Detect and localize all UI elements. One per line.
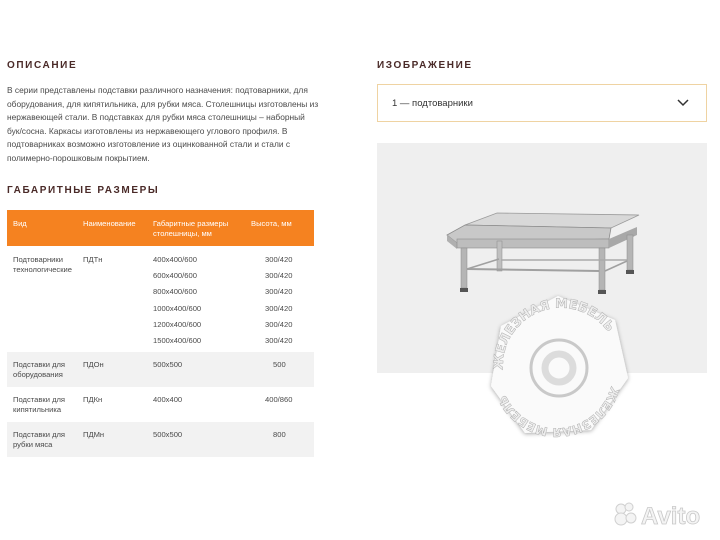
row-kind: Подставки для оборудования: [13, 360, 66, 379]
table-row: [7, 352, 314, 387]
row-height: 300/420: [265, 304, 293, 313]
avito-watermark: [612, 500, 712, 537]
row-kind: Подставки для кипятильника: [13, 395, 66, 414]
row-kind: Подставки для рубки мяса: [13, 430, 66, 449]
row-size: 400x400/600: [153, 255, 197, 264]
row-size: 800x400/600: [153, 287, 197, 296]
avito-logo-icon: [612, 500, 712, 532]
row-height: 300/420: [265, 271, 293, 280]
row-height: 300/420: [265, 255, 293, 264]
row-size: 1500x400/600: [153, 336, 202, 345]
row-name: ПДОн: [83, 360, 104, 369]
dimensions-title: ГАБАРИТНЫЕ РАЗМЕРЫ: [7, 185, 160, 196]
row-name: ПДКн: [83, 395, 103, 404]
svg-text:ЖЕЛЕЗНАЯ МЕБЕЛЬ: ЖЕЛЕЗНАЯ МЕБЕЛЬ: [491, 296, 618, 371]
row-size: 1200x400/600: [153, 320, 202, 329]
avito-brand-text: Avito: [641, 503, 701, 530]
row-height: 300/420: [265, 336, 293, 345]
svg-text:ЖЕЛЕЗНАЯ МЕБЕЛЬ: ЖЕЛЕЗНАЯ МЕБЕЛЬ: [495, 385, 622, 440]
row-height: 500: [273, 360, 286, 369]
row-height: 800: [273, 430, 286, 439]
header-height: Высота, мм: [251, 219, 292, 228]
table-header: [7, 210, 314, 246]
row-size: 500x500: [153, 430, 183, 439]
row-size: 1000x400/600: [153, 304, 202, 313]
table-row: [7, 422, 314, 457]
image-select[interactable]: [377, 84, 707, 122]
header-sizes: Габаритные размеры столешницы, мм: [153, 219, 229, 238]
chevron-down-icon: [677, 99, 689, 107]
dimensions-table: [7, 210, 314, 457]
row-height: 400/860: [265, 395, 293, 404]
header-name: Наименование: [83, 219, 136, 228]
table-row: [7, 246, 314, 352]
row-height: 300/420: [265, 320, 293, 329]
row-kind: Подтоварники технологические: [13, 255, 73, 274]
table-row: [7, 387, 314, 422]
row-size: 400x400: [153, 395, 183, 404]
row-size: 500x500: [153, 360, 183, 369]
image-title: ИЗОБРАЖЕНИЕ: [377, 60, 473, 71]
description-title: ОПИСАНИЕ: [7, 60, 78, 71]
row-name: ПДМн: [83, 430, 105, 439]
row-name: ПДТн: [83, 255, 103, 264]
row-size: 600x400/600: [153, 271, 197, 280]
header-kind: Вид: [13, 219, 27, 228]
stamp-watermark: [483, 290, 633, 440]
description-text: В серии представлены подставки различного назначения: подтоварники, для оборудования, для кипятильника, для рубки мяса. Столешницы изготовлены из нержавеющей стали. В подставках для рубки мяса столешницы – наборный бук/сосна. Каркасы изготовлены из нержавеющего углового профиля. В подтоварниках возможно изготовление из оцинкованной стали и стали с полимерно-порошковым покрытием.: [7, 85, 319, 163]
row-height: 300/420: [265, 287, 293, 296]
image-select-value: 1 — подтоварники: [392, 98, 473, 109]
